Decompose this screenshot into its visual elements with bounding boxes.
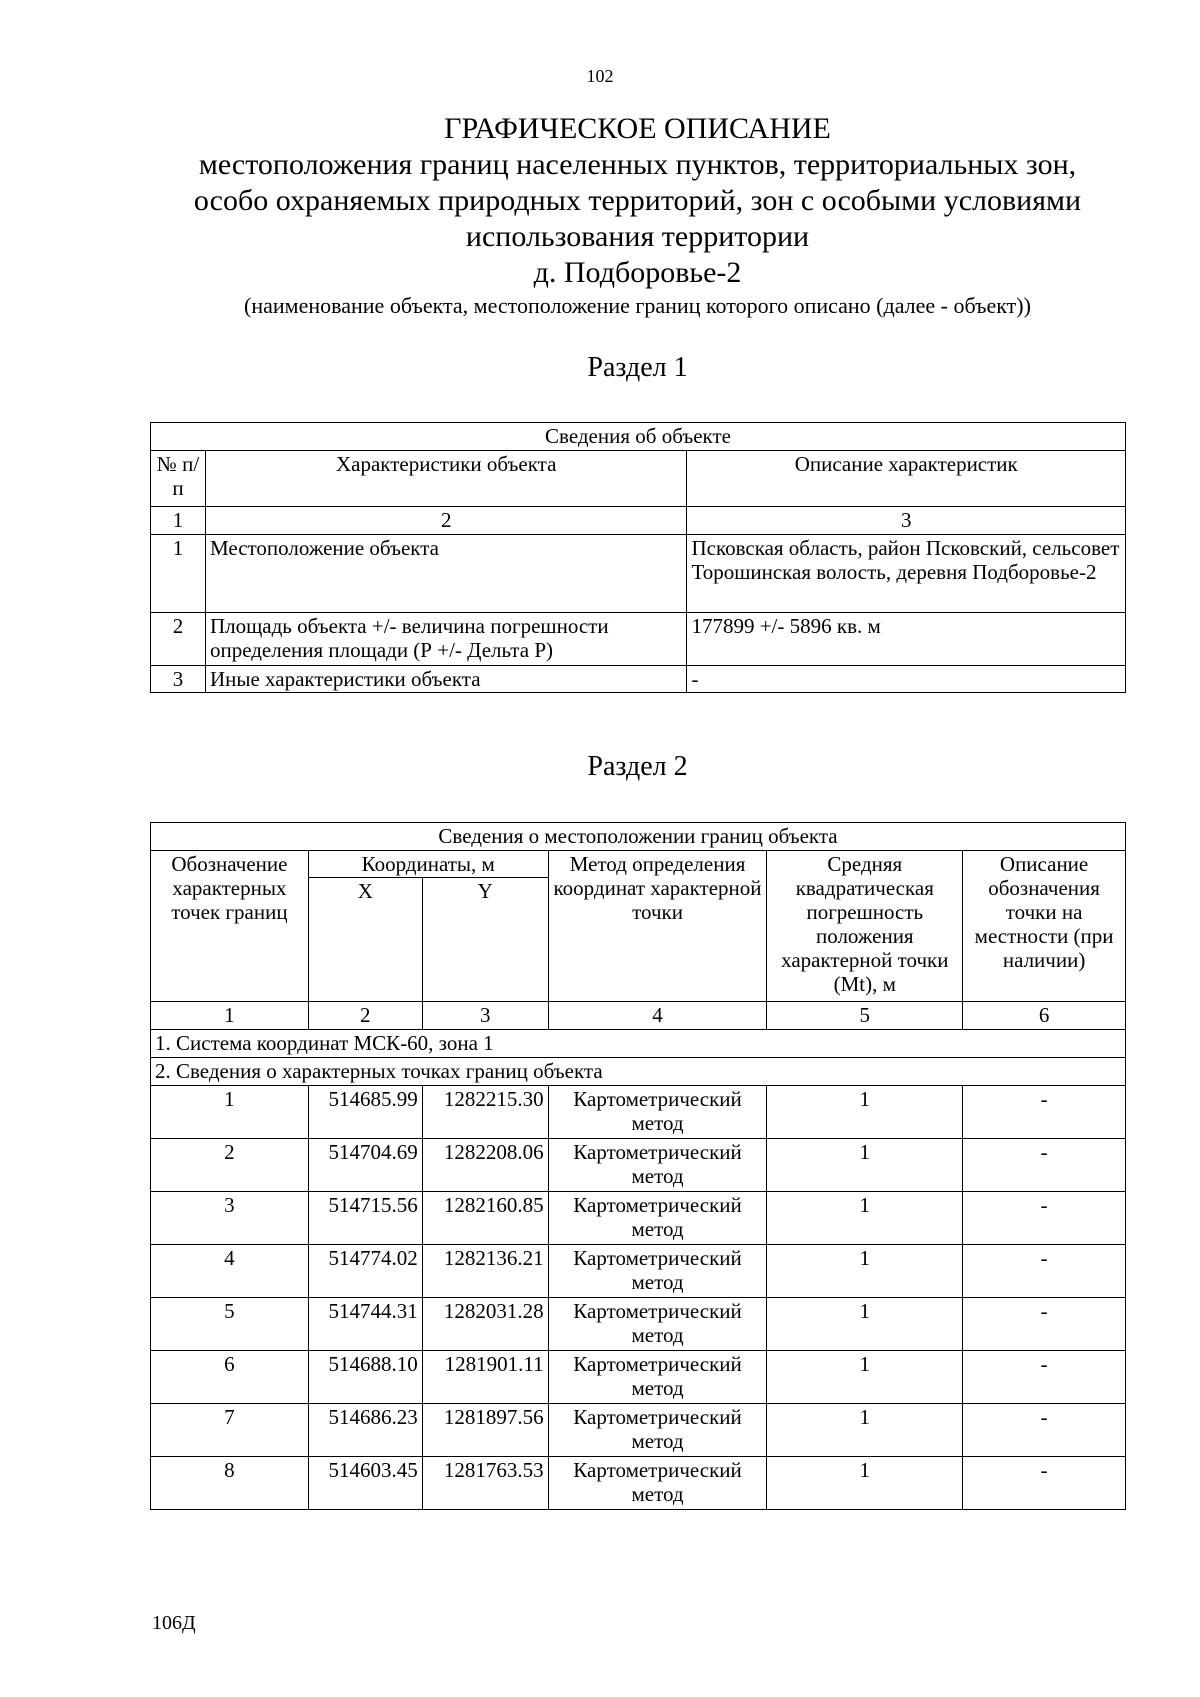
point-x: 514686.23 [308, 1404, 422, 1457]
point-x: 514774.02 [308, 1245, 422, 1298]
point-description: - [963, 1298, 1126, 1351]
point-id: 4 [151, 1245, 309, 1298]
point-x: 514685.99 [308, 1086, 422, 1139]
header-coords: Координаты, м [308, 851, 548, 878]
point-mt: 1 [767, 1457, 963, 1510]
point-mt: 1 [767, 1139, 963, 1192]
header-characteristic: Характеристики объекта [205, 451, 687, 507]
col-number: 4 [548, 1002, 767, 1030]
point-method: Картометрический метод [548, 1404, 767, 1457]
point-description: - [963, 1245, 1126, 1298]
point-mt: 1 [767, 1245, 963, 1298]
table-row [151, 613, 1126, 666]
point-y: 1281763.53 [422, 1457, 548, 1510]
header-point: Обозначение характерных точек границ [151, 851, 309, 1002]
title-line-3: использования территории [465, 220, 810, 253]
point-mt: 1 [767, 1192, 963, 1245]
point-x: 514603.45 [308, 1457, 422, 1510]
header-x: X [308, 878, 422, 1002]
table-row [151, 1404, 1126, 1457]
table-row [151, 1086, 1126, 1139]
point-mt: 1 [767, 1086, 963, 1139]
point-id: 3 [151, 1192, 309, 1245]
table-caption: Сведения о местоположении границ объекта [151, 823, 1126, 851]
table-row [151, 1139, 1126, 1192]
header-description: Описание обозначения точки на местности (при наличии) [963, 851, 1126, 1002]
point-x: 514744.31 [308, 1298, 422, 1351]
point-method: Картометрический метод [548, 1192, 767, 1245]
document-title: ГРАФИЧЕСКОЕ ОПИСАНИЕ [444, 112, 831, 145]
point-description: - [963, 1139, 1126, 1192]
point-id: 8 [151, 1457, 309, 1510]
col-number: 2 [205, 507, 687, 535]
point-id: 1 [151, 1086, 309, 1139]
point-x: 514704.69 [308, 1139, 422, 1192]
row-characteristic: Иные характеристики объекта [205, 666, 687, 693]
section2-heading: Раздел 2 [587, 751, 688, 782]
point-mt: 1 [767, 1298, 963, 1351]
table-caption: Сведения об объекте [151, 423, 1126, 451]
point-mt: 1 [767, 1351, 963, 1404]
point-y: 1282215.30 [422, 1086, 548, 1139]
col-number: 3 [687, 507, 1126, 535]
header-num: № п/п [151, 451, 206, 507]
point-description: - [963, 1192, 1126, 1245]
row-description: - [687, 666, 1126, 693]
col-number: 3 [422, 1002, 548, 1030]
point-method: Картометрический метод [548, 1298, 767, 1351]
row-description: 177899 +/- 5896 кв. м [687, 613, 1126, 666]
object-info-table [150, 422, 1126, 693]
point-id: 7 [151, 1404, 309, 1457]
point-y: 1282136.21 [422, 1245, 548, 1298]
header-error: Средняя квадратическая погрешность положения характерной точки (Mt), м [767, 851, 963, 1002]
point-y: 1281897.56 [422, 1404, 548, 1457]
table-row [151, 1298, 1126, 1351]
page-number: 102 [586, 66, 614, 86]
point-id: 5 [151, 1298, 309, 1351]
header-y: Y [422, 878, 548, 1002]
table-row [151, 666, 1126, 693]
point-id: 6 [151, 1351, 309, 1404]
point-id: 2 [151, 1139, 309, 1192]
document-code: 106Д [152, 1612, 196, 1634]
point-method: Картометрический метод [548, 1351, 767, 1404]
title-line-1: местоположения границ населенных пунктов, территориальных зон, [198, 148, 1077, 181]
table-row [151, 1351, 1126, 1404]
point-method: Картометрический метод [548, 1245, 767, 1298]
point-x: 514688.10 [308, 1351, 422, 1404]
object-name-note: (наименование объекта, местоположение границ которого описано (далее - объект)) [244, 293, 1031, 318]
col-number: 6 [963, 1002, 1126, 1030]
col-number: 1 [151, 507, 206, 535]
col-number: 1 [151, 1002, 309, 1030]
point-y: 1282160.85 [422, 1192, 548, 1245]
point-y: 1281901.11 [422, 1351, 548, 1404]
point-description: - [963, 1351, 1126, 1404]
point-y: 1282031.28 [422, 1298, 548, 1351]
header-description: Описание характеристик [687, 451, 1126, 507]
section1-heading: Раздел 1 [587, 352, 688, 383]
coordinate-system: 1. Система координат МСК-60, зона 1 [151, 1030, 1126, 1058]
row-characteristic: Местоположение объекта [205, 535, 687, 613]
row-num: 1 [151, 535, 206, 613]
points-caption: 2. Сведения о характерных точках границ объекта [151, 1058, 1126, 1086]
row-characteristic: Площадь объекта +/- величина погрешности определения площади (Р +/- Дельта Р) [205, 613, 687, 666]
point-description: - [963, 1086, 1126, 1139]
title-block [100, 111, 1175, 321]
table-row [151, 535, 1126, 613]
table-row [151, 1245, 1126, 1298]
table-row [151, 1457, 1126, 1510]
row-num: 2 [151, 613, 206, 666]
point-description: - [963, 1457, 1126, 1510]
table-row [151, 1192, 1126, 1245]
boundary-points-table [150, 822, 1126, 1510]
col-number: 5 [767, 1002, 963, 1030]
point-x: 514715.56 [308, 1192, 422, 1245]
point-method: Картометрический метод [548, 1086, 767, 1139]
col-number: 2 [308, 1002, 422, 1030]
row-description: Псковская область, район Псковский, сельсовет Торошинская волость, деревня Подборовье-2 [687, 535, 1126, 613]
point-description: - [963, 1404, 1126, 1457]
point-y: 1282208.06 [422, 1139, 548, 1192]
point-method: Картометрический метод [548, 1457, 767, 1510]
title-line-2: особо охраняемых природных территорий, зон с особыми условиями [193, 184, 1082, 217]
point-method: Картометрический метод [548, 1139, 767, 1192]
header-method: Метод определения координат характерной точки [548, 851, 767, 1002]
point-mt: 1 [767, 1404, 963, 1457]
object-name: д. Подборовье-2 [533, 256, 742, 289]
row-num: 3 [151, 666, 206, 693]
